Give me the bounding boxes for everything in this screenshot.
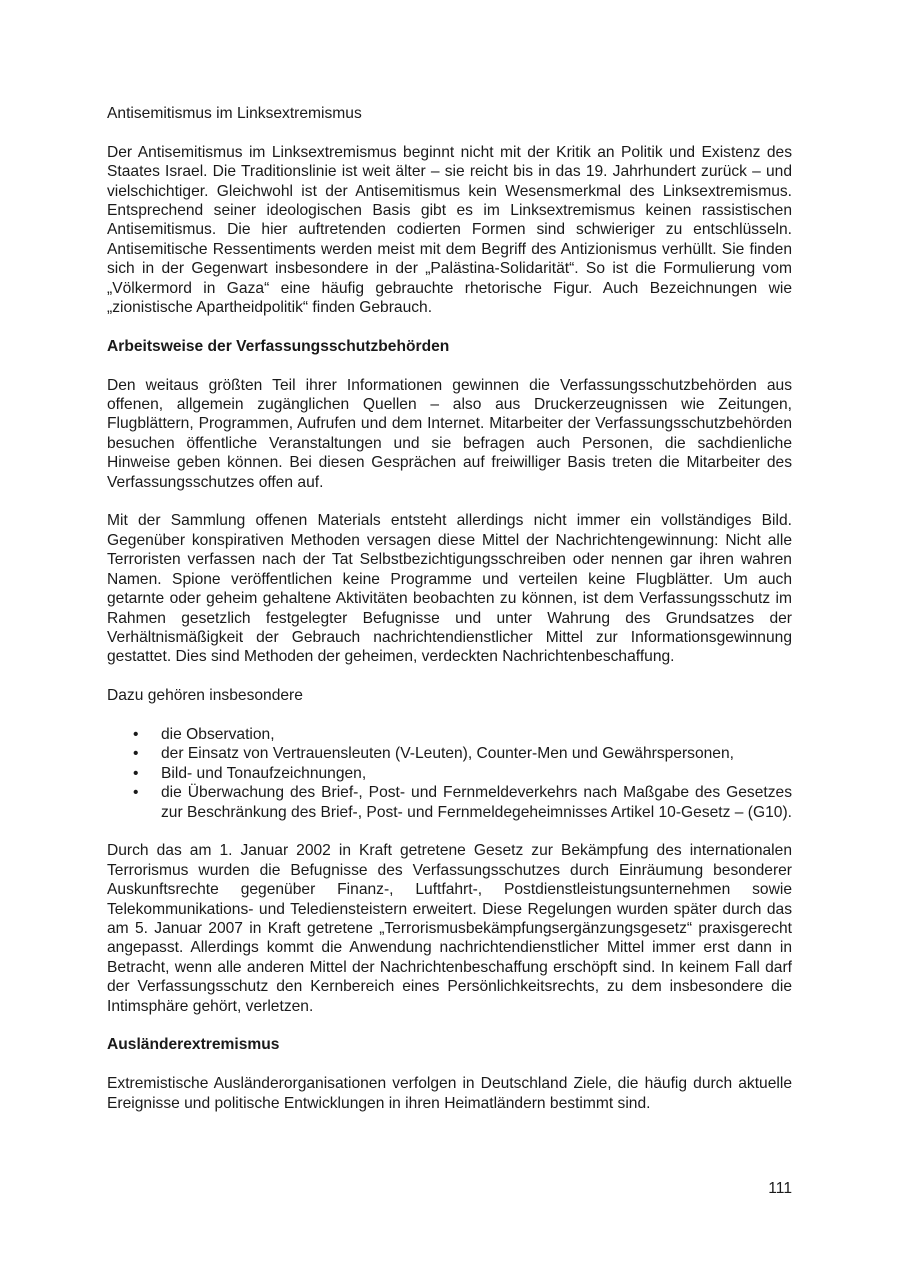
section-title: Antisemitismus im Linksextremismus [107, 105, 362, 122]
list-item-text: die Überwachung des Brief-, Post- und Fernmeldeverkehrs nach Maßgabe des Gesetzes zur Beschränkung des Brief-, Post- und Fernmeldegeheimnisses Artikel 10-Gesetz – (G10). [161, 784, 792, 821]
bullet-icon: • [133, 784, 139, 802]
list-intro: Dazu gehören insbesondere [107, 687, 303, 705]
list-item-text: der Einsatz von Vertrauensleuten (V-Leuten), Counter-Men und Gewährspersonen, [161, 745, 734, 763]
bullet-icon: • [133, 725, 139, 743]
list-item [107, 764, 792, 783]
page-number: 111 [768, 1180, 792, 1197]
paragraph-open-sources: Den weitaus größten Teil ihrer Informationen gewinnen die Verfassungsschutzbehörden aus offenen, allgemein zugänglichen Quellen – also aus Druckerzeugnissen wie Zeitungen, Flugblättern, Programmen, Aufrufen und dem Internet. Mitarbeiter der Verfassungsschutzbehörden besuchen öffentliche Veranstaltungen und sie befragen auch Personen, die sachdienliche Hinweise geben können. Bei diesen Gesprächen auf freiwilliger Basis treten die Mitarbeiter des Verfassungsschutzes offen auf. [107, 376, 792, 491]
methods-list [107, 725, 792, 822]
list-item-text: die Observation, [161, 725, 275, 743]
paragraph-foreign-organizations: Extremistische Ausländerorganisationen verfolgen in Deutschland Ziele, die häufig durch aktuelle Ereignisse und politische Entwicklungen in ihren Heimatländern bestimmt sind. [107, 1075, 792, 1112]
paragraph-covert-methods: Mit der Sammlung offenen Materials entsteht allerdings nicht immer ein vollständiges Bild. Gegenüber konspirativen Methoden versagen diese Mittel der Nachrichtengewinnung: Nicht alle Terroristen verfassen nach der Tat Selbstbezichtigungsschreiben oder nennen gar ihren wahren Namen. Spione veröffentlichen keine Programme und verteilen keine Flugblätter. Um auch getarnte oder geheim gehaltene Aktivitäten beobachten zu können, ist dem Verfassungsschutz im Rahmen gesetzlich festgelegter Befugnisse und unter Wahrung des Grundsatzes der Verhältnismäßigkeit der Gebrauch nachrichtendienstlicher Mittel zur Informationsgewinnung gestattet. Dies sind Methoden der geheimen, verdeckten Nachrichtenbeschaffung. [107, 512, 792, 666]
document-page [107, 104, 792, 1132]
list-item-text: Bild- und Tonaufzeichnungen, [161, 764, 367, 782]
bullet-icon: • [133, 745, 139, 763]
bullet-icon: • [133, 764, 139, 782]
list-item [107, 783, 792, 822]
heading-foreign-extremism: Ausländerextremismus [107, 1036, 280, 1054]
list-item [107, 744, 792, 763]
list-item [107, 725, 792, 744]
paragraph-antisemitism: Der Antisemitismus im Linksextremismus beginnt nicht mit der Kritik an Politik und Existenz des Staates Israel. Die Traditionslinie ist weit älter – sie reicht bis in das 19. Jahrhundert zurück – und vielschichtiger. Gleichwohl ist der Antisemitismus kein Wesensmerkmal des Linksextremismus. Entsprechend seiner ideologischen Basis gibt es im Linksextremismus keinen rassistischen Antisemitismus. Die hier auftretenden codierten Formen sind schwieriger zu entschlüsseln. Antisemitische Ressentiments werden meist mit dem Begriff des Antizionismus verhüllt. Sie finden sich in der Gegenwart insbesondere in der „Palästina-Solidarität“. So ist die Formulierung vom „Völkermord in Gaza“ eine häufig gebrauchte rhetorische Figur. Auch Bezeichnungen wie „zionistische Apartheidpolitik“ finden Gebrauch. [107, 143, 792, 317]
heading-working-methods: Arbeitsweise der Verfassungsschutzbehörden [107, 337, 450, 355]
paragraph-terrorism-law: Durch das am 1. Januar 2002 in Kraft getretene Gesetz zur Bekämpfung des internationalen Terrorismus wurden die Befugnisse des Verfassungsschutzes durch Einräumung besonderer Auskunftsrechte gegenüber Finanz-, Luftfahrt-, Postdienstleistungsunternehmen sowie Telekommunikations- und Telediensteistern erweitert. Diese Regelungen wurden später durch das am 5. Januar 2007 in Kraft getretene „Terrorismusbekämpfungsergänzungsgesetz“ praxisgerecht angepasst. Allerdings kommt die Anwendung nachrichtendienstlicher Mittel immer erst dann in Betracht, wenn alle anderen Mittel der Nachrichtenbeschaffung erschöpft sind. In keinem Fall darf der Verfassungsschutz den Kernbereich eines Persönlichkeitsrechts, zu dem insbesondere die Intimsphäre gehört, verletzen. [107, 842, 792, 1015]
